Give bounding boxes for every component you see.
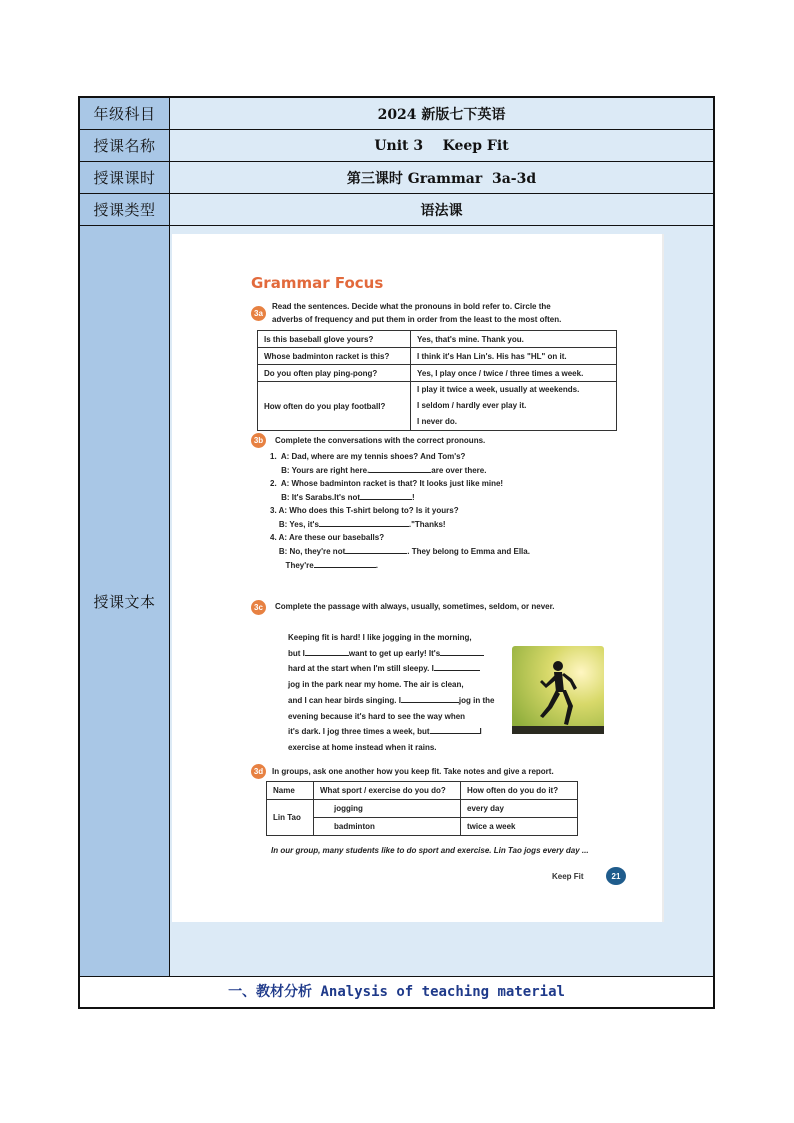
freq-cell: twice a week bbox=[461, 818, 578, 836]
runner-illustration bbox=[512, 646, 604, 734]
answer-line: I seldom / hardly ever play it. bbox=[417, 401, 527, 410]
passage-line bbox=[288, 646, 518, 662]
answer-blank[interactable] bbox=[369, 463, 431, 473]
question-cell: Is this baseball glove yours? bbox=[258, 331, 411, 348]
conv-text: B: Yours are right here. bbox=[270, 466, 370, 475]
conv-line: 1. A: Dad, where are my tennis shoes? And Tom's? bbox=[270, 452, 466, 461]
answer-blank[interactable] bbox=[360, 490, 412, 500]
answer-blank[interactable] bbox=[430, 724, 482, 737]
badge-3d: 3d bbox=[251, 764, 266, 779]
lesson-info-table bbox=[78, 96, 715, 1009]
conv-text: . bbox=[375, 561, 378, 570]
footer-label: Keep Fit bbox=[552, 872, 584, 881]
freq-cell: every day bbox=[461, 800, 578, 818]
instruction-3a-line2: adverbs of frequency and put them in order from the least to the most often. bbox=[272, 315, 562, 324]
answer-cell bbox=[411, 382, 617, 431]
row-text bbox=[80, 226, 713, 977]
answer-cell: Yes, I play once / twice / three times a week. bbox=[411, 365, 617, 382]
name-cell: Lin Tao bbox=[267, 800, 314, 836]
passage-3c bbox=[288, 630, 518, 756]
conv-text: ! bbox=[412, 493, 415, 502]
passage-text: I bbox=[479, 727, 482, 737]
table-row bbox=[267, 800, 578, 818]
passage-text: hard at the start when I'm still sleepy. I bbox=[288, 664, 434, 674]
answer-blank[interactable] bbox=[345, 544, 407, 554]
conv-line bbox=[270, 517, 530, 531]
question-cell: Do you often play ping-pong? bbox=[258, 365, 411, 382]
row-type bbox=[80, 194, 713, 226]
conv-line: 3. A: Who does this T-shirt belong to? Is it yours? bbox=[270, 506, 459, 515]
passage-line: jog in the park near my home. The air is clean, bbox=[288, 680, 464, 690]
grade-value: 2024 新版七下英语 bbox=[170, 98, 713, 129]
header-cell: What sport / exercise do you do? bbox=[314, 782, 461, 800]
conv-text: B: Yes, it's bbox=[270, 520, 319, 529]
passage-text: want to get up early! It's bbox=[348, 648, 441, 658]
conv-line bbox=[270, 544, 530, 558]
instruction-3d: In groups, ask one another how you keep fit. Take notes and give a report. bbox=[272, 767, 554, 776]
instruction-3b: Complete the conversations with the correct pronouns. bbox=[275, 436, 486, 445]
header-cell: Name bbox=[267, 782, 314, 800]
conv-text: They're bbox=[270, 561, 314, 570]
table-3d bbox=[266, 781, 578, 836]
table-header-row bbox=[267, 782, 578, 800]
table-row bbox=[258, 348, 617, 365]
textbook-page bbox=[172, 234, 662, 922]
row-section-title bbox=[80, 977, 713, 1007]
table-3a bbox=[257, 330, 617, 431]
passage-line bbox=[288, 724, 518, 740]
passage-line bbox=[288, 693, 518, 709]
conversations-3b bbox=[270, 450, 530, 572]
conv-line bbox=[270, 463, 530, 477]
conv-text: ."Thanks! bbox=[408, 520, 446, 529]
lesson-value: Unit 3 Keep Fit bbox=[170, 130, 713, 161]
instruction-3a-line1: Read the sentences. Decide what the pronouns in bold refer to. Circle the bbox=[272, 302, 551, 311]
question-cell: How often do you play football? bbox=[258, 382, 411, 431]
type-label: 授课类型 bbox=[80, 194, 170, 225]
table-row bbox=[258, 382, 617, 431]
answer-blank[interactable] bbox=[434, 661, 480, 671]
conv-line bbox=[270, 558, 530, 572]
instruction-3a bbox=[272, 300, 561, 326]
type-value: 语法课 bbox=[170, 194, 713, 225]
passage-line: Keeping fit is hard! I like jogging in the morning, bbox=[288, 633, 472, 642]
page-number: 21 bbox=[606, 867, 626, 885]
table-row bbox=[258, 331, 617, 348]
passage-text: jog in the bbox=[458, 695, 495, 705]
conv-line bbox=[270, 490, 530, 504]
table-row bbox=[267, 818, 578, 836]
question-cell: Whose badminton racket is this? bbox=[258, 348, 411, 365]
answer-blank[interactable] bbox=[305, 646, 349, 656]
conv-text: . They belong to Emma and Ella. bbox=[407, 547, 530, 556]
answer-cell: I think it's Han Lin's. His has "HL" on it. bbox=[411, 348, 617, 365]
row-grade bbox=[80, 98, 713, 130]
answer-blank[interactable] bbox=[401, 693, 459, 703]
conv-line: 4. A: Are these our baseballs? bbox=[270, 533, 385, 542]
header-cell: How often do you do it? bbox=[461, 782, 578, 800]
text-value-cell bbox=[170, 226, 713, 976]
sport-cell: badminton bbox=[314, 818, 461, 836]
section-title: 一、教材分析 Analysis of teaching material bbox=[228, 984, 565, 1000]
answer-cell: Yes, that's mine. Thank you. bbox=[411, 331, 617, 348]
conv-text: B: It's Sarabs.It's not bbox=[270, 493, 361, 502]
badge-3b: 3b bbox=[251, 433, 266, 448]
passage-text: it's dark. I jog three times a week, but bbox=[288, 727, 430, 737]
conv-text: are over there. bbox=[431, 466, 487, 475]
answer-blank[interactable] bbox=[314, 558, 376, 568]
grammar-focus-title: Grammar Focus bbox=[251, 274, 384, 292]
badge-3c: 3c bbox=[251, 600, 266, 615]
table-row bbox=[258, 365, 617, 382]
badge-3a: 3a bbox=[251, 306, 266, 321]
report-example: In our group, many students like to do sport and exercise. Lin Tao jogs every day ... bbox=[271, 846, 589, 855]
answer-line: I never do. bbox=[417, 417, 458, 426]
answer-blank[interactable] bbox=[440, 646, 484, 656]
grade-label: 年级科目 bbox=[80, 98, 170, 129]
row-lesson bbox=[80, 130, 713, 162]
passage-line: exercise at home instead when it rains. bbox=[288, 742, 437, 752]
answer-blank[interactable] bbox=[319, 517, 409, 527]
period-value: 第三课时 Grammar 3a-3d bbox=[170, 162, 713, 193]
passage-text: and I can hear birds singing. I bbox=[288, 695, 401, 705]
conv-line: 2. A: Whose badminton racket is that? It looks just like mine! bbox=[270, 479, 504, 488]
text-label: 授课文本 bbox=[80, 226, 170, 976]
answer-line: I play it twice a week, usually at weekends. bbox=[417, 385, 580, 394]
sport-cell: jogging bbox=[314, 800, 461, 818]
passage-line bbox=[288, 661, 518, 677]
passage-line: evening because it's hard to see the way when bbox=[288, 711, 466, 721]
lesson-label: 授课名称 bbox=[80, 130, 170, 161]
passage-text: but I bbox=[288, 648, 305, 658]
row-period bbox=[80, 162, 713, 194]
period-label: 授课课时 bbox=[80, 162, 170, 193]
conv-text: B: No, they're not bbox=[270, 547, 346, 556]
instruction-3c: Complete the passage with always, usually, sometimes, seldom, or never. bbox=[275, 602, 555, 611]
